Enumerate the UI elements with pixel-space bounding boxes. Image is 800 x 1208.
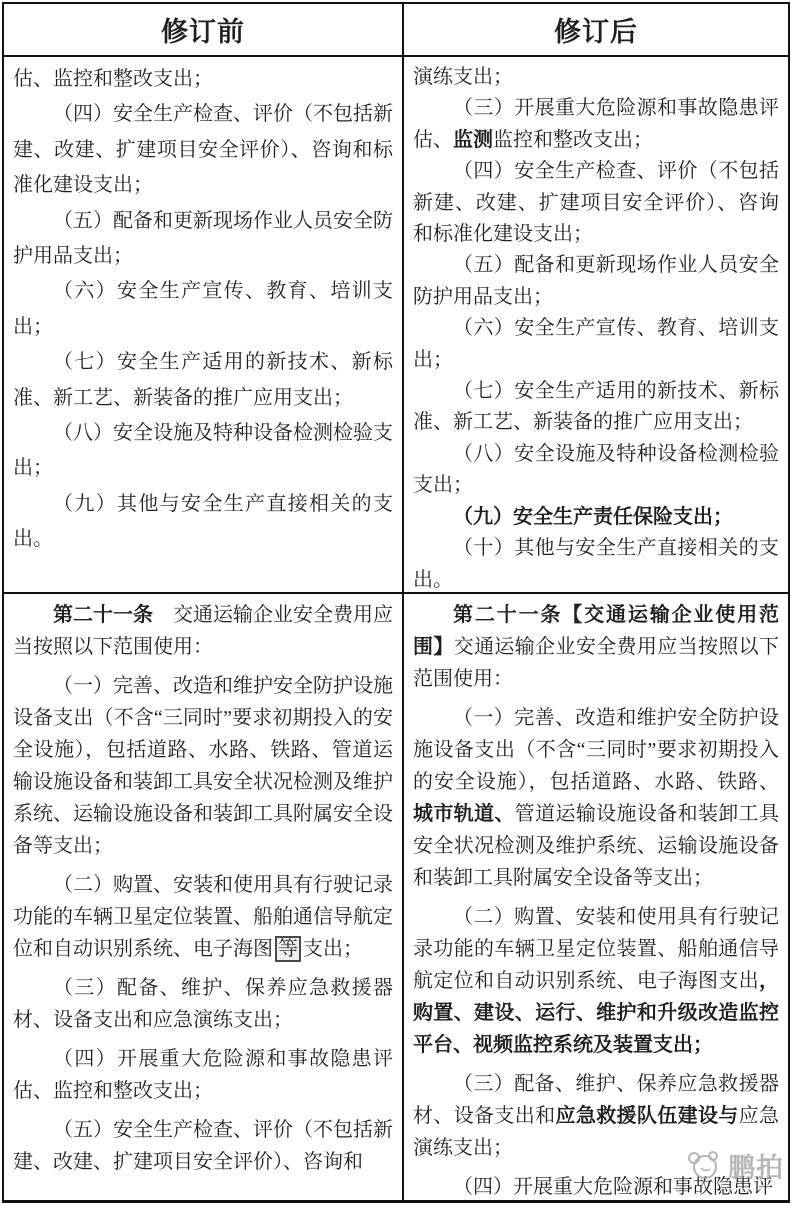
text-run: （六）安全生产宣传、教育、培训支出；	[413, 317, 779, 371]
text-run: （五）配备和更新现场作业人员安全防护用品支出；	[13, 209, 393, 268]
paragraph	[413, 533, 779, 592]
paragraph	[413, 702, 779, 894]
text-run: （三）配备、维护、保养应急救援器材、设备支出和应急演练支出；	[13, 977, 393, 1031]
paragraph	[13, 670, 393, 862]
paragraph	[13, 62, 393, 97]
text-run: 支出；	[303, 938, 363, 960]
inserted-text: 第二十一条【交通运输企业使用范围】	[413, 604, 779, 658]
text-run: （三）配备、维护、保养应急救援器材、设备支出和	[413, 1073, 779, 1127]
paragraph	[413, 376, 779, 439]
table-row-article-21	[4, 594, 788, 1200]
text-run: 演练支出；	[413, 66, 513, 88]
cell-before-items	[4, 57, 404, 592]
paragraph	[13, 1043, 393, 1107]
paragraph	[13, 416, 393, 487]
paragraph	[13, 599, 393, 663]
paragraph	[413, 156, 779, 250]
paragraph	[13, 204, 393, 275]
text-run: （三）开展重大危险源和事故隐患评估、	[413, 97, 779, 151]
text-run: （一）完善、改造和维护安全防护设施设备支出（不含“三同时”要求初期投入的安全设施），包括道路、水路、铁路、	[413, 707, 779, 793]
paragraph	[413, 62, 779, 93]
paragraph	[413, 901, 779, 1061]
text-run: 交通运输企业安全费用应当按照以下范围使用：	[13, 604, 393, 658]
inserted-text: （九）安全生产责任保险支出；	[453, 505, 733, 528]
paragraph	[413, 93, 779, 156]
paragraph	[13, 487, 393, 558]
text-run: （五）配备和更新现场作业人员安全防护用品支出；	[413, 254, 779, 308]
text-run: （七）安全生产适用的新技术、新标准、新工艺、新装备的推广应用支出；	[413, 380, 779, 434]
text-run: （四）开展重大危险源和事故隐患评估、监控和整改支出；	[13, 1048, 393, 1102]
paragraph	[413, 1171, 779, 1200]
table-row-items	[4, 57, 788, 594]
text-run: 交通运输企业安全费用应当按照以下范围使用：	[413, 636, 780, 690]
paragraph	[13, 345, 393, 416]
cell-before-article-21	[4, 594, 404, 1200]
text-run: （四）安全生产检查、评价（不包括新建、改建、扩建项目安全评价）、咨询和标准化建设支出；	[413, 160, 779, 246]
text-run: （二）购置、安装和使用具有行驶记录功能的车辆卫星定位装置、船舶通信导航定位和自动识别系统、电子海图	[13, 874, 393, 960]
paragraph	[13, 869, 393, 965]
paragraph	[13, 97, 393, 203]
text-run: （一）完善、改造和维护安全防护设施设备支出（不含“三同时”要求初期投入的安全设施），包括道路、水路、铁路、管道运输设施设备和装卸工具安全状况检测及维护系统、运输设施设备和装卸工具附属安全设备等支出；	[13, 675, 393, 857]
paragraph	[413, 250, 779, 313]
paragraph	[413, 599, 779, 695]
inserted-text: 应急救援队伍建设与	[555, 1105, 739, 1127]
revision-comparison-table	[2, 2, 790, 1203]
inserted-text: 监测	[453, 128, 493, 151]
paragraph	[413, 439, 779, 502]
cell-after-article-21	[404, 594, 788, 1200]
inserted-text: 城市轨道、	[413, 803, 515, 825]
pengpai-watermark-text: 鹏拍	[728, 1152, 784, 1183]
paragraph	[413, 1068, 779, 1164]
text-run: 监控和整改支出；	[493, 128, 653, 151]
inserted-text: ，购置、建设、运行、维护和升级改造监控平台、视频监控系统及装置支出；	[413, 970, 779, 1056]
table-header-row	[4, 4, 788, 57]
text-run: （十）其他与安全生产直接相关的支出。	[413, 537, 779, 591]
text-run: （二）购置、安装和使用具有行驶记录功能的车辆卫星定位装置、船舶通信导航定位和自动识别系统、电子海图支出	[413, 906, 779, 992]
text-run: （七）安全生产适用的新技术、新标准、新工艺、新装备的推广应用支出；	[13, 351, 393, 409]
text-run: 估、监控和整改支出；	[13, 68, 213, 90]
text-run: （九）其他与安全生产直接相关的支出。	[13, 492, 393, 551]
text-run: （四）开展重大危险源和事故隐患评	[453, 1176, 773, 1198]
paragraph	[13, 972, 393, 1036]
paragraph	[413, 502, 779, 533]
text-run: （六）安全生产宣传、教育、培训支出；	[13, 280, 393, 338]
text-run: （八）安全设施及特种设备检测检验支出；	[413, 442, 779, 497]
inserted-text: 第二十一条	[53, 604, 153, 626]
header-cell-before: 修订前	[4, 4, 404, 55]
text-run: （五）安全生产检查、评价（不包括新建、改建、扩建项目安全评价）、咨询和	[13, 1119, 393, 1173]
header-cell-after: 修订后	[554, 17, 638, 47]
text-run: 应急演练支出；	[413, 1105, 780, 1159]
paragraph	[13, 274, 393, 345]
paragraph	[13, 1114, 393, 1178]
boxed-char: 等	[275, 936, 301, 962]
text-run: （四）安全生产检查、评价（不包括新建、改建、扩建项目安全评价）、咨询和标准化建设支出；	[13, 103, 393, 197]
cell-after-items	[404, 57, 788, 592]
paragraph	[413, 313, 779, 376]
text-run: 管道运输设施设备和装卸工具安全状况检测及维护系统、运输设施设备和装卸工具附属安全设备等支出；	[413, 803, 780, 889]
text-run: （八）安全设施及特种设备检测检验支出；	[13, 422, 393, 480]
